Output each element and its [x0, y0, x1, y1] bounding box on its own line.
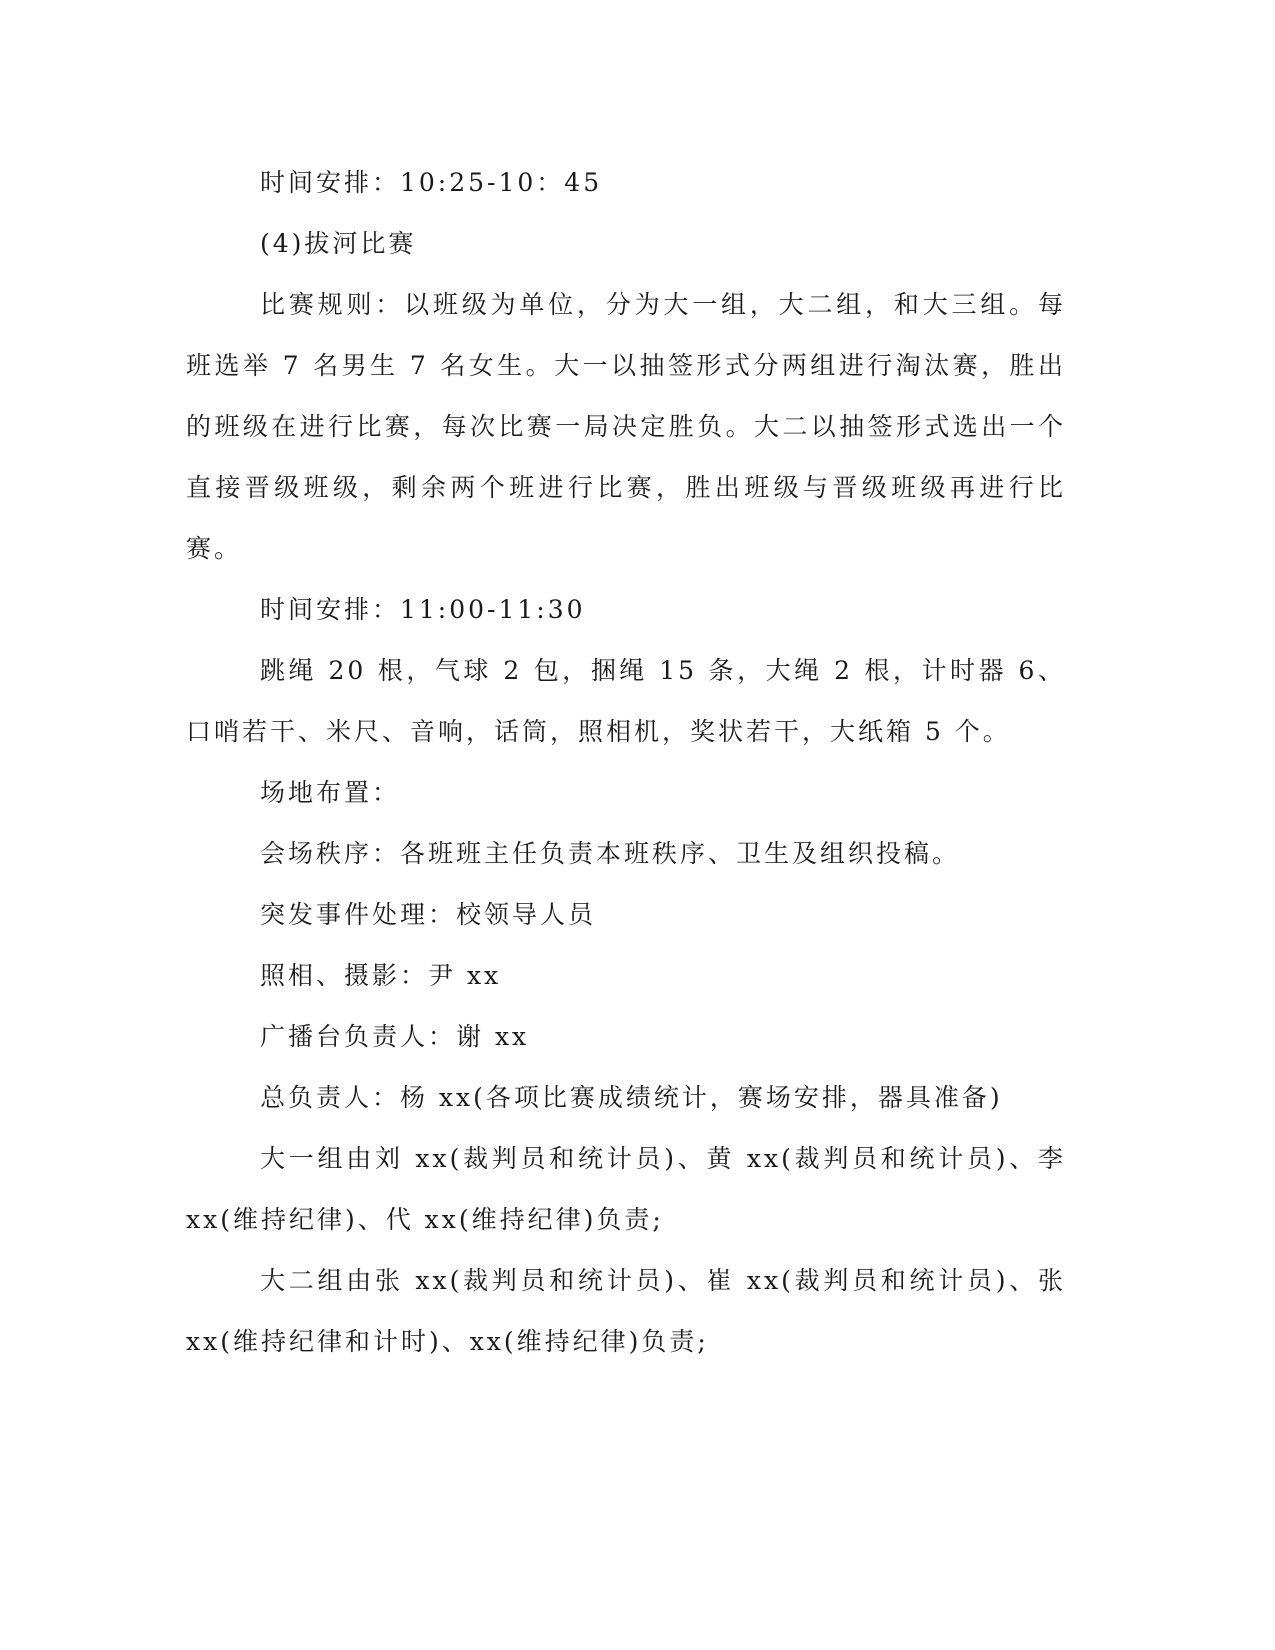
paragraph-tug-of-war-heading: (4)拔河比赛 — [260, 229, 417, 258]
paragraph-venue-order: 会场秩序：各班班主任负责本班秩序、卫生及组织投稿。 — [260, 839, 961, 868]
paragraph-sophomore-group: 大二组由张 xx(裁判员和统计员)、崔 xx(裁判员和统计员)、张 xx(维持纪律和计时)、xx(维持纪律)负责; — [186, 1266, 1066, 1356]
document-body — [186, 152, 1066, 1372]
paragraph-general-lead: 总负责人：杨 xx(各项比赛成绩统计，赛场安排，器具准备) — [260, 1083, 1003, 1112]
paragraph-equipment-list: 跳绳 20 根，气球 2 包，捆绳 15 条，大绳 2 根，计时器 6、口哨若干、米尺、音响，话筒，照相机，奖状若干，大纸箱 5 个。 — [186, 656, 1066, 746]
paragraph-photography: 照相、摄影：尹 xx — [260, 961, 502, 990]
paragraph-venue-setup: 场地布置： — [260, 778, 401, 807]
paragraph-broadcast-lead: 广播台负责人：谢 xx — [260, 1022, 530, 1051]
paragraph-emergency-handling: 突发事件处理：校领导人员 — [260, 900, 597, 929]
paragraph-competition-rules: 比赛规则：以班级为单位，分为大一组，大二组，和大三组。每班选举 7 名男生 7 名女生。大一以抽签形式分两组进行淘汰赛，胜出的班级在进行比赛，每次比赛一局决定胜负。大二以抽签形式选出一个直接晋级班级，剩余两个班进行比赛，胜出班级与晋级班级再进行比赛。 — [186, 290, 1066, 563]
paragraph-freshman-group: 大一组由刘 xx(裁判员和统计员)、黄 xx(裁判员和统计员)、李 xx(维持纪律)、代 xx(维持纪律)负责; — [186, 1144, 1066, 1234]
paragraph-time-schedule-2: 时间安排：11:00-11:30 — [260, 595, 586, 624]
paragraph-time-schedule-1: 时间安排：10:25-10：45 — [260, 168, 603, 197]
